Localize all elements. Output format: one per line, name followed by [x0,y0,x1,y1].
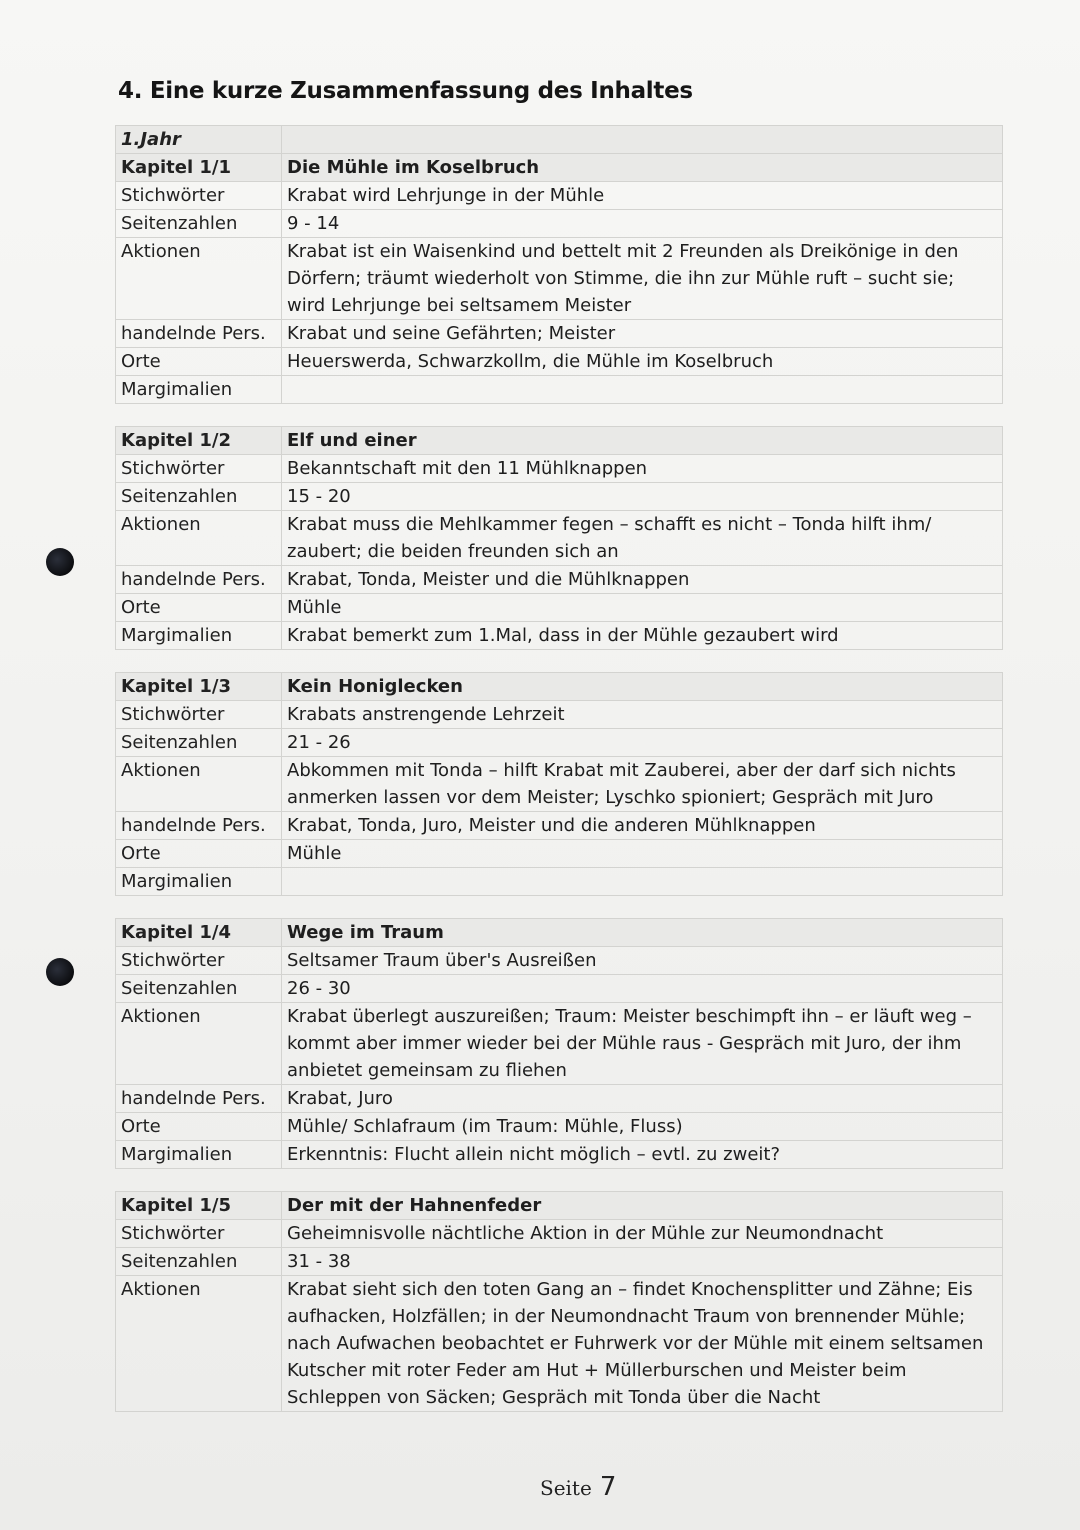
value-handelnde-personen: Krabat, Juro [282,1085,1003,1113]
value-aktionen: Abkommen mit Tonda – hilft Krabat mit Zauberei, aber der darf sich nichts anmerken lassen vor dem Meister; Lyschko spioniert; Gespräch mit Juro [282,757,1003,812]
value-aktionen: Krabat ist ein Waisenkind und bettelt mit 2 Freunden als Dreikönige in den Dörfern; träumt wiederholt von Stimme, die ihn zur Mühle ruft – sucht sie; wird Lehrjunge bei seltsamem Meister [282,238,1003,320]
value-margimalien [282,868,1003,896]
page-number: 7 [599,1472,617,1502]
label-orte: Orte [116,348,282,376]
label-orte: Orte [116,594,282,622]
row-aktionen [116,1276,1003,1412]
chapter-header [116,427,1003,455]
label-aktionen: Aktionen [116,757,282,812]
value-orte: Mühle/ Schlafraum (im Traum: Mühle, Fluss) [282,1113,1003,1141]
row-margimalien [116,376,1003,404]
value-handelnde-personen: Krabat, Tonda, Meister und die Mühlknappen [282,566,1003,594]
row-stichwoerter [116,182,1003,210]
chapter-header [116,673,1003,701]
chapter-header [116,154,1003,182]
row-seitenzahlen [116,210,1003,238]
row-handelnde-personen [116,320,1003,348]
chapter-table-1-2 [115,426,1003,650]
row-margimalien [116,1141,1003,1169]
year-value [282,126,1003,154]
row-aktionen [116,238,1003,320]
year-row [116,126,1003,154]
label-stichwoerter: Stichwörter [116,455,282,483]
label-orte: Orte [116,840,282,868]
value-aktionen: Krabat sieht sich den toten Gang an – findet Knochensplitter und Zähne; Eis aufhacken, Holzfällen; in der Neumondnacht Traum von brennender Mühle; nach Aufwachen beobachtet er Fuhrwerk vor der Mühle mit einem seltsamen Kutscher mit roter Feder am Hut + Müllerburschen und Meister beim Schleppen von Säcken; Gespräch mit Tonda über die Nacht [282,1276,1003,1412]
label-stichwoerter: Stichwörter [116,182,282,210]
label-margimalien: Margimalien [116,376,282,404]
chapter-label: Kapitel 1/4 [116,919,282,947]
label-seitenzahlen: Seitenzahlen [116,210,282,238]
row-seitenzahlen [116,729,1003,757]
row-margimalien [116,622,1003,650]
chapter-label: Kapitel 1/5 [116,1192,282,1220]
value-seitenzahlen: 21 - 26 [282,729,1003,757]
label-handelnde-personen: handelnde Pers. [116,320,282,348]
label-stichwoerter: Stichwörter [116,701,282,729]
label-stichwoerter: Stichwörter [116,947,282,975]
chapter-title: Elf und einer [282,427,1003,455]
punch-hole-top [46,548,74,576]
page-title: 4. Eine kurze Zusammenfassung des Inhaltes [118,78,693,104]
label-aktionen: Aktionen [116,1276,282,1412]
row-orte [116,1113,1003,1141]
value-orte: Heuerswerda, Schwarzkollm, die Mühle im Koselbruch [282,348,1003,376]
value-aktionen: Krabat muss die Mehlkammer fegen – schafft es nicht – Tonda hilft ihm/ zaubert; die beiden freunden sich an [282,511,1003,566]
row-seitenzahlen [116,975,1003,1003]
chapter-header [116,919,1003,947]
value-margimalien: Erkenntnis: Flucht allein nicht möglich – evtl. zu zweit? [282,1141,1003,1169]
row-stichwoerter [116,701,1003,729]
chapter-title: Der mit der Hahnenfeder [282,1192,1003,1220]
chapter-label: Kapitel 1/1 [116,154,282,182]
value-handelnde-personen: Krabat, Tonda, Juro, Meister und die anderen Mühlknappen [282,812,1003,840]
value-margimalien: Krabat bemerkt zum 1.Mal, dass in der Mühle gezaubert wird [282,622,1003,650]
chapter-title: Wege im Traum [282,919,1003,947]
page-label: Seite [540,1476,592,1500]
label-stichwoerter: Stichwörter [116,1220,282,1248]
row-handelnde-personen [116,812,1003,840]
chapter-table-1-3 [115,672,1003,896]
value-margimalien [282,376,1003,404]
value-stichwoerter: Geheimnisvolle nächtliche Aktion in der Mühle zur Neumondnacht [282,1220,1003,1248]
row-stichwoerter [116,455,1003,483]
value-seitenzahlen: 15 - 20 [282,483,1003,511]
chapter-label: Kapitel 1/2 [116,427,282,455]
value-stichwoerter: Seltsamer Traum über's Ausreißen [282,947,1003,975]
row-margimalien [116,868,1003,896]
label-aktionen: Aktionen [116,511,282,566]
label-seitenzahlen: Seitenzahlen [116,483,282,511]
label-orte: Orte [116,1113,282,1141]
label-aktionen: Aktionen [116,1003,282,1085]
value-handelnde-personen: Krabat und seine Gefährten; Meister [282,320,1003,348]
label-margimalien: Margimalien [116,868,282,896]
label-handelnde-personen: handelnde Pers. [116,1085,282,1113]
page-footer [540,1472,616,1502]
chapter-table-1-5 [115,1191,1003,1412]
row-aktionen [116,1003,1003,1085]
year-label: 1.Jahr [116,126,282,154]
chapter-table-1-1 [115,125,1003,404]
row-handelnde-personen [116,1085,1003,1113]
label-seitenzahlen: Seitenzahlen [116,1248,282,1276]
label-handelnde-personen: handelnde Pers. [116,812,282,840]
value-seitenzahlen: 9 - 14 [282,210,1003,238]
row-seitenzahlen [116,1248,1003,1276]
row-aktionen [116,511,1003,566]
row-orte [116,840,1003,868]
label-aktionen: Aktionen [116,238,282,320]
value-seitenzahlen: 31 - 38 [282,1248,1003,1276]
label-seitenzahlen: Seitenzahlen [116,729,282,757]
value-seitenzahlen: 26 - 30 [282,975,1003,1003]
chapter-title: Kein Honiglecken [282,673,1003,701]
value-stichwoerter: Krabat wird Lehrjunge in der Mühle [282,182,1003,210]
row-handelnde-personen [116,566,1003,594]
row-stichwoerter [116,1220,1003,1248]
chapter-table-1-4 [115,918,1003,1169]
value-orte: Mühle [282,840,1003,868]
value-stichwoerter: Bekanntschaft mit den 11 Mühlknappen [282,455,1003,483]
label-margimalien: Margimalien [116,1141,282,1169]
label-handelnde-personen: handelnde Pers. [116,566,282,594]
punch-hole-bottom [46,958,74,986]
label-margimalien: Margimalien [116,622,282,650]
chapter-list [115,125,1005,1434]
value-orte: Mühle [282,594,1003,622]
label-seitenzahlen: Seitenzahlen [116,975,282,1003]
value-stichwoerter: Krabats anstrengende Lehrzeit [282,701,1003,729]
row-aktionen [116,757,1003,812]
row-stichwoerter [116,947,1003,975]
row-seitenzahlen [116,483,1003,511]
value-aktionen: Krabat überlegt auszureißen; Traum: Meister beschimpft ihn – er läuft weg – kommt aber immer wieder bei der Mühle raus - Gespräch mit Juro, der ihm anbietet gemeinsam zu fliehen [282,1003,1003,1085]
chapter-label: Kapitel 1/3 [116,673,282,701]
chapter-header [116,1192,1003,1220]
chapter-title: Die Mühle im Koselbruch [282,154,1003,182]
row-orte [116,348,1003,376]
row-orte [116,594,1003,622]
